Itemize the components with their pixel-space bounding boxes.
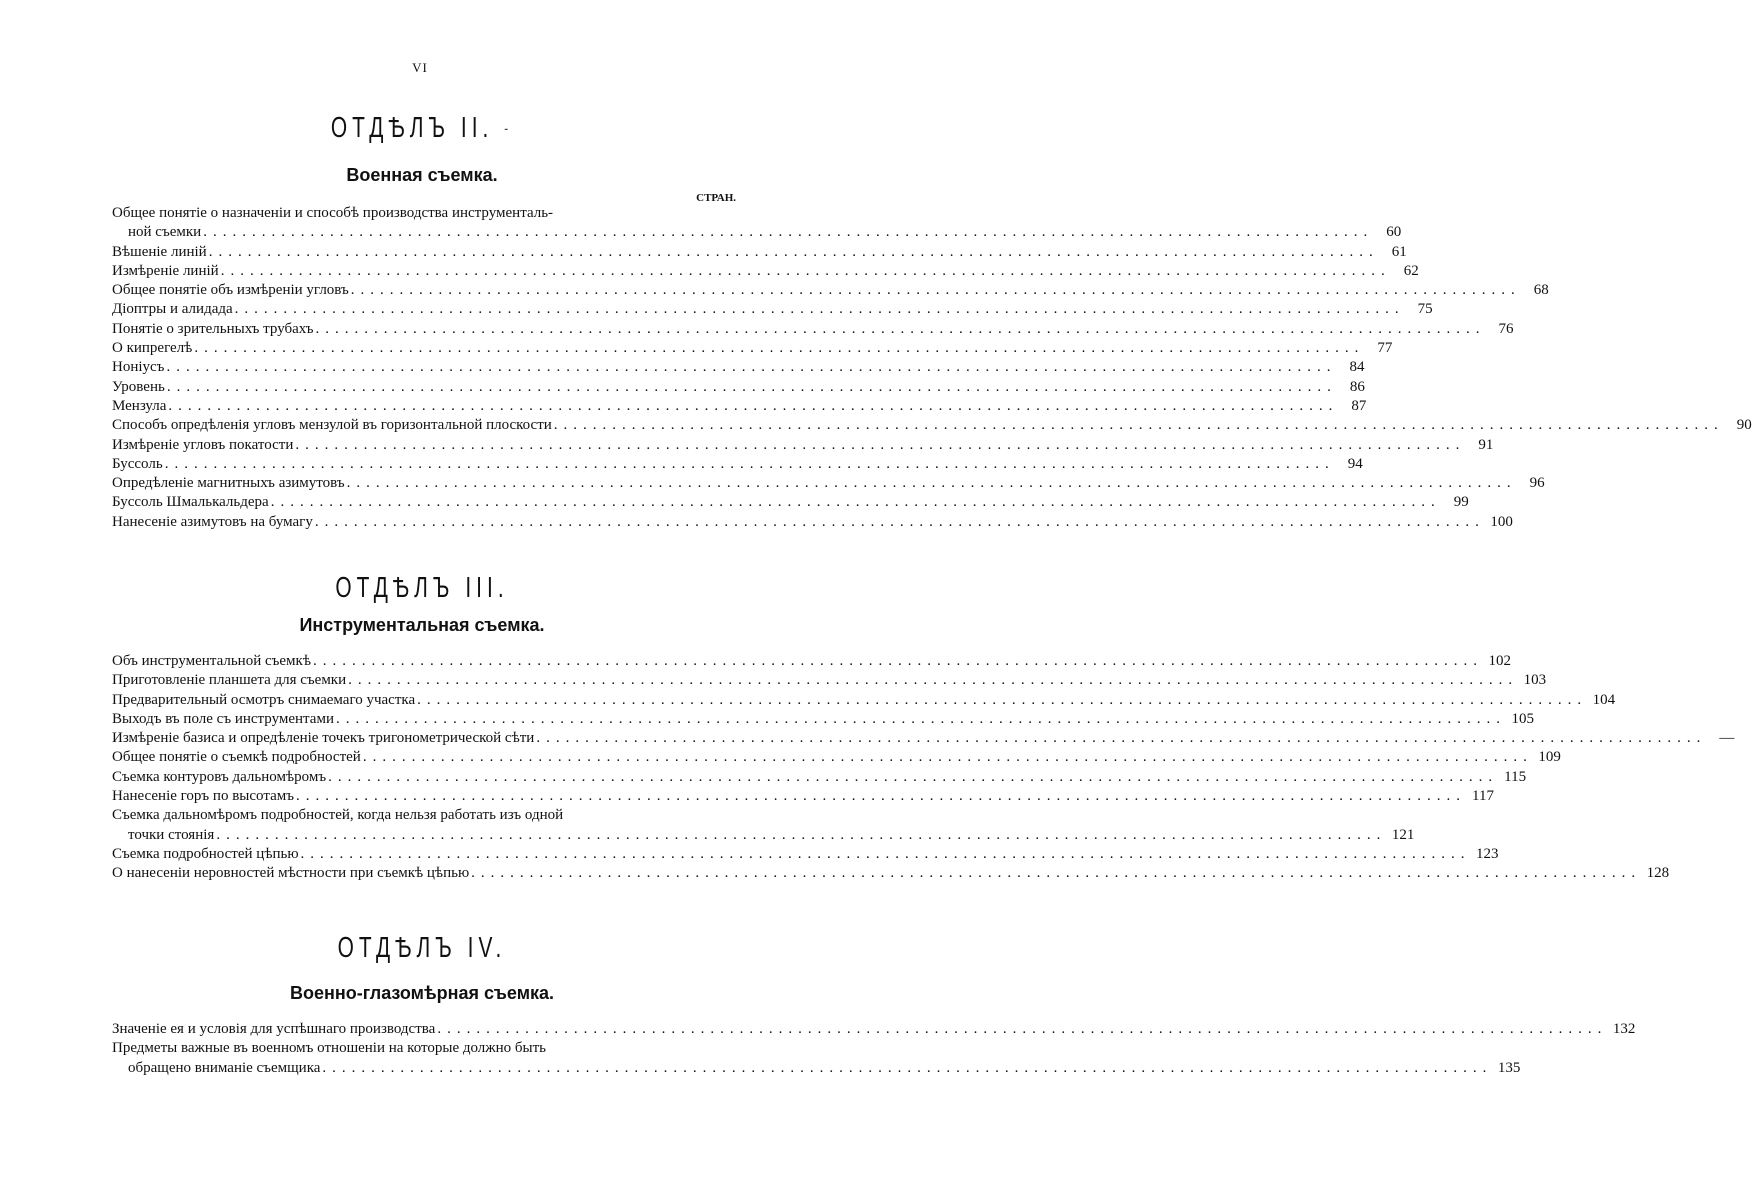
toc-entry	[112, 652, 1511, 671]
toc-entry-title: Нанесеніе азимутовъ на бумагу	[112, 513, 313, 530]
toc-entry	[112, 710, 1534, 729]
dot-leader: ........................................................................................................................	[203, 224, 1374, 241]
dot-leader: ........................................................................................................................	[335, 710, 1506, 727]
toc-entry-page: 128	[1646, 865, 1670, 882]
section-2	[112, 112, 1752, 532]
toc-entry-title: Буссоль Шмалькальдера	[112, 494, 269, 511]
dot-leader: ........................................................................................................................	[295, 436, 1466, 453]
dot-leader: ........................................................................................................................	[295, 788, 1466, 805]
toc-list	[112, 1020, 1636, 1078]
toc-entry-page: 121	[1391, 826, 1415, 843]
toc-entry-title: Приготовленіе планшета для съемки	[112, 672, 347, 689]
toc-entry-title: Способъ опредѣленія угловъ мензулой въ горизонтальной плоскости	[112, 417, 552, 434]
toc-entry	[112, 300, 1433, 319]
toc-entry	[112, 416, 1752, 435]
toc-entry	[112, 671, 1547, 690]
dot-leader: ........................................................................................................................	[234, 301, 1405, 318]
toc-entry-page: 132	[1612, 1021, 1636, 1037]
toc-entry-title: обращено вниманіе съемщика	[128, 1059, 321, 1076]
toc-entry-title: Мензула	[112, 397, 167, 414]
page-column-label: СТРАН.	[696, 192, 736, 204]
toc-entry-title: Измѣреніе угловъ покатости	[112, 436, 294, 453]
dot-leader: ........................................................................................................................	[553, 417, 1724, 434]
toc-entry-page: 86	[1349, 378, 1365, 395]
toc-entry-page: 109	[1538, 749, 1561, 766]
toc-entry	[112, 378, 1365, 397]
dot-leader: ........................................................................................................................	[346, 475, 1517, 492]
toc-entry-title: Предварительный осмотръ снимаемаго участка	[112, 691, 416, 708]
toc-entry-title: Уровень	[112, 378, 165, 395]
toc-entry-title: Съемка подробностей цѣпью	[112, 845, 299, 862]
toc-entry	[112, 455, 1363, 474]
dot-leader: ........................................................................................................................	[362, 749, 1533, 766]
dot-leader: ........................................................................................................................	[350, 282, 1521, 299]
toc-entry	[112, 1020, 1636, 1039]
ornament-mark-icon: -	[504, 120, 514, 138]
toc-entry-title-line: Общее понятіе о назначеніи и способѣ производства инструменталь-	[112, 205, 554, 221]
toc-entry	[112, 320, 1514, 339]
toc-entry-title: Вѣшеніе линій	[112, 243, 207, 260]
dot-leader: ........................................................................................................................	[194, 340, 1365, 357]
dot-leader: ........................................................................................................................	[300, 845, 1471, 862]
toc-entry	[112, 1039, 1521, 1078]
page-number: VI	[412, 60, 428, 75]
toc-entry-title-line: Съемка дальномѣромъ подробностей, когда нельзя работать изъ одной	[112, 807, 564, 824]
dot-leader: ........................................................................................................................	[322, 1059, 1493, 1076]
toc-entry	[112, 768, 1527, 787]
toc-entry	[112, 474, 1545, 493]
toc-entry	[112, 243, 1407, 262]
toc-entry-title: Значеніе ея и условія для успѣшнаго производства	[112, 1021, 436, 1037]
dot-leader: ........................................................................................................................	[315, 320, 1486, 337]
toc-entry-title: Измѣреніе линій	[112, 262, 219, 279]
section-heading: ОТДѢЛЪ III.	[335, 572, 509, 604]
toc-entry	[112, 729, 1735, 748]
toc-entry-page: 117	[1472, 788, 1494, 805]
dot-leader: ........................................................................................................................	[168, 397, 1339, 414]
toc-entry-page: 104	[1592, 691, 1616, 708]
toc-entry-page: 62	[1403, 262, 1419, 279]
dot-leader: ........................................................................................................................	[314, 513, 1485, 530]
toc-entry-title: Общее понятіе о съемкѣ подробностей	[112, 749, 361, 766]
dot-leader: ........................................................................................................................	[471, 865, 1642, 882]
toc-entry-page: 115	[1504, 768, 1527, 785]
toc-entry-title: точки стоянія	[128, 826, 215, 843]
toc-entry-page: 76	[1498, 320, 1514, 337]
toc-entry-page: 135	[1497, 1059, 1521, 1076]
dot-leader: ........................................................................................................................	[166, 378, 1337, 395]
toc-entry-page: 94	[1347, 455, 1363, 472]
toc-entry-title: ной съемки	[128, 224, 202, 241]
toc-entry-title-line: Предметы важные въ военномъ отношеніи на которые должно быть	[112, 1040, 547, 1057]
toc-entry-page: 87	[1351, 397, 1367, 414]
section-3	[112, 572, 1735, 884]
dot-leader: ........................................................................................................................	[348, 672, 1519, 689]
section-subtitle: Военно-глазомѣрная съемка.	[289, 983, 555, 1003]
toc-entry	[112, 864, 1670, 883]
toc-entry	[112, 845, 1499, 864]
toc-entry	[112, 787, 1494, 806]
dot-leader: ........................................................................................................................	[220, 262, 1391, 279]
toc-entry-title: Объ инструментальной съемкѣ	[112, 653, 311, 669]
dot-leader: ........................................................................................................................	[216, 826, 1387, 843]
toc-entry	[112, 436, 1494, 455]
dot-leader: ........................................................................................................................	[437, 1021, 1608, 1037]
dot-leader: ........................................................................................................................	[164, 455, 1335, 472]
toc-entry-title: О нанесеніи неровностей мѣстности при съемкѣ цѣпью	[112, 865, 470, 882]
dot-leader: ........................................................................................................................	[166, 359, 1337, 376]
toc-entry-title: Опредѣленіе магнитныхъ азимутовъ	[112, 475, 345, 492]
toc-entry-page: 61	[1391, 243, 1407, 260]
toc-list	[112, 204, 1752, 532]
toc-entry-page: 84	[1349, 359, 1365, 376]
toc-entry-page: 102	[1488, 653, 1511, 669]
dot-leader: ........................................................................................................................	[270, 494, 1441, 511]
toc-entry-title: Съемка контуровъ дальномѣромъ	[112, 768, 327, 785]
dot-leader: ........................................................................................................................	[208, 243, 1379, 260]
toc-entry-title: Ноніусъ	[112, 359, 165, 376]
section-heading: ОТДѢЛЪ II. -	[330, 112, 514, 144]
toc-entry-title: Діоптры и алидада	[112, 301, 233, 318]
toc-entry-page: 60	[1386, 224, 1402, 241]
toc-entry	[112, 358, 1365, 377]
toc-entry	[112, 204, 1402, 243]
toc-entry	[112, 513, 1513, 532]
toc-entry-page: 99	[1453, 494, 1469, 511]
toc-entry-page: 77	[1377, 340, 1393, 357]
toc-entry-title: Измѣреніе базиса и опредѣленіе точекъ тригонометрической сѣти	[112, 730, 535, 747]
toc-entry-page: 103	[1523, 672, 1547, 689]
toc-entry-title: О кипрегелѣ	[112, 340, 193, 357]
toc-entry	[112, 691, 1616, 710]
toc-entry-title: Выходъ въ поле съ инструментами	[112, 710, 334, 727]
toc-entry-page: 91	[1478, 436, 1494, 453]
section-4	[112, 932, 1636, 1078]
section-heading: ОТДѢЛЪ IV.	[337, 932, 507, 964]
toc-entry-page: 90	[1736, 417, 1752, 434]
toc-entry	[112, 339, 1393, 358]
toc-entry-page: 96	[1529, 475, 1545, 492]
toc-entry-title: Общее понятіе объ измѣреніи угловъ	[112, 282, 349, 299]
toc-list	[112, 652, 1735, 884]
dot-leader: ........................................................................................................................	[312, 653, 1483, 669]
toc-entry-page: —	[1719, 730, 1735, 747]
section-subtitle: Военная съемка.	[346, 165, 498, 185]
toc-entry-title: Нанесеніе горъ по высотамъ	[112, 788, 294, 805]
toc-entry-title: Понятіе о зрительныхъ трубахъ	[112, 320, 314, 337]
toc-entry-page: 100	[1490, 513, 1513, 530]
toc-entry	[112, 262, 1419, 281]
toc-entry-title: Буссоль	[112, 455, 163, 472]
toc-entry-page: 68	[1533, 282, 1549, 299]
toc-entry	[112, 281, 1549, 300]
toc-entry	[112, 748, 1561, 767]
toc-entry-page: 123	[1476, 845, 1499, 862]
dot-leader: ........................................................................................................................	[328, 768, 1499, 785]
dot-leader: ........................................................................................................................	[536, 730, 1707, 747]
toc-entry-page: 75	[1417, 301, 1433, 318]
toc-entry-page: 105	[1511, 710, 1534, 727]
toc-entry	[112, 493, 1469, 512]
dot-leader: ........................................................................................................................	[417, 691, 1588, 708]
toc-entry	[112, 397, 1367, 416]
toc-entry	[112, 806, 1415, 845]
section-subtitle: Инструментальная съемка.	[299, 615, 545, 635]
